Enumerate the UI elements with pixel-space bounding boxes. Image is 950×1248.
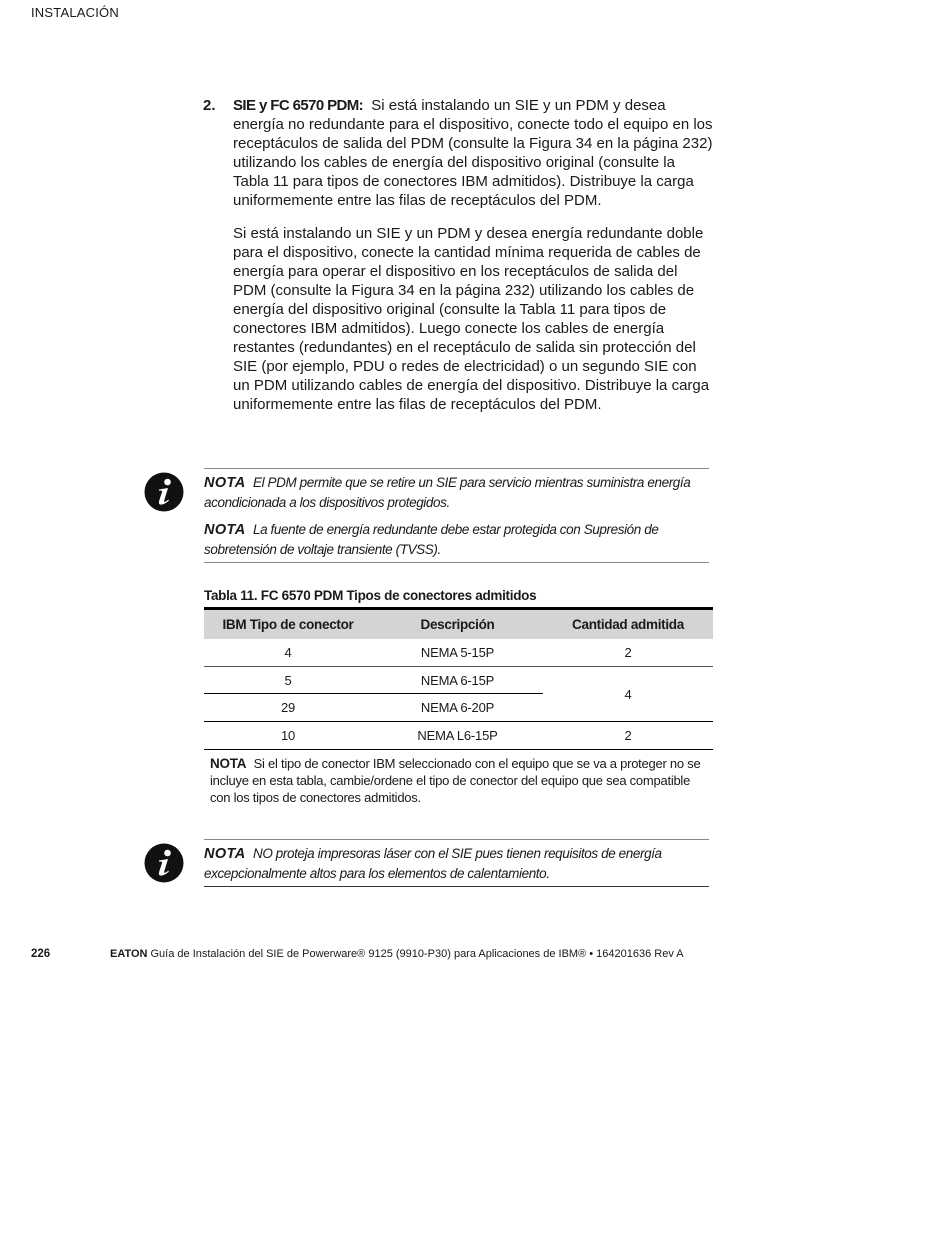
note-3 <box>204 844 709 883</box>
table-note <box>204 749 713 806</box>
table-cell: 4 <box>624 686 632 702</box>
table-header-cell: Descripción <box>420 617 495 632</box>
note-label: NOTA <box>204 475 246 491</box>
note-2 <box>204 520 709 559</box>
table-cell: 29 <box>280 700 296 715</box>
step-2 <box>203 96 713 428</box>
table-cell: 5 <box>284 672 292 688</box>
table-body <box>204 639 713 749</box>
step-paragraph-2: Si está instalando un SIE y un PDM y desea energía redundante doble para el dispositivo, conecte la cantidad mínima requerida de cables de energía para operar el dispositivo en los receptáculos de salida del PDM (consulte la Figura 34 en la página 232) utilizando los cables de energía del dispositivo original (consulte la Tabla 11 para tipos de conectores IBM admitidos). Luego conecte los cables de energía restantes (redundantes) en el receptáculo de salida sin protección del SIE (por ejemplo, PDU o redes de electricidad) o un segundo SIE con un PDM utilizando cables de energía del dispositivo. Distribuye la carga uniformemente entre las filas de receptáculos del PDM. <box>233 225 710 413</box>
step-title: SIE y FC 6570 PDM: <box>233 97 364 114</box>
info-icon <box>144 843 184 883</box>
note-label: NOTA <box>204 846 246 862</box>
table-cell: NEMA 5-15P <box>420 645 495 660</box>
table-cell: NEMA 6-15P <box>420 672 495 688</box>
table-cell: 2 <box>624 645 632 660</box>
table-header-cell: Cantidad admitida <box>572 617 684 632</box>
step-paragraph-1 <box>233 96 713 210</box>
section-header: INSTALACIÓN <box>31 5 119 20</box>
table-divider <box>204 666 713 667</box>
page-number: 226 <box>31 948 51 960</box>
table-cell: 10 <box>280 728 296 743</box>
table-cell: 2 <box>624 728 632 743</box>
table-cell: NEMA 6-20P <box>420 700 495 715</box>
connector-table <box>204 607 713 806</box>
note-label: NOTA <box>204 522 246 538</box>
table-header-row <box>204 610 713 639</box>
table-divider <box>204 721 713 722</box>
table-cell: 4 <box>284 645 292 660</box>
footer-text: Guía de Instalación del SIE de Powerware® 9125 (9910-P30) para Aplicaciones de IBM® • 164201636 Rev A <box>150 948 684 960</box>
info-icon <box>144 472 184 512</box>
table-cell: NEMA L6-15P <box>417 728 498 743</box>
table-caption: Tabla 11. FC 6570 PDM Tipos de conectores admitidos <box>204 588 537 603</box>
footer-brand: EATON <box>110 948 148 960</box>
table-note-text: Si el tipo de conector IBM seleccionado con el equipo que se va a proteger no se incluye en esta tabla, cambie/ordene el tipo de conector del equipo que sea compatible con los tipos de conectores admitidos. <box>210 756 701 805</box>
step-body <box>233 96 713 414</box>
note-text: NO proteja impresoras láser con el SIE pues tienen requisitos de energía excepcionalmente altos para los elementos de calentamiento. <box>204 846 662 881</box>
table-divider <box>204 693 543 694</box>
note-text: El PDM permite que se retire un SIE para servicio mientras suministra energía acondicionada a los dispositivos protegidos. <box>204 475 691 510</box>
step-p1-text: Si está instalando un SIE y un PDM y desea energía no redundante para el dispositivo, conecte todo el equipo en los receptáculos de salida del PDM (consulte la Figura 34 en la página 232) utilizando los cables de energía del dispositivo original (consulte la Tabla 11 para tipos de conectores IBM admitidos). Distribuye la carga uniformemente entre las filas de receptáculos del PDM. <box>233 97 713 209</box>
note-box-bottom <box>204 839 709 887</box>
step-number: 2. <box>203 97 216 114</box>
note-text: La fuente de energía redundante debe estar protegida con Supresión de sobretensión de voltaje transiente (TVSS). <box>204 522 659 557</box>
footer <box>110 948 684 960</box>
table-note-label: NOTA <box>210 756 247 771</box>
note-1 <box>204 473 709 512</box>
note-box-top <box>204 468 709 563</box>
table-header-cell: IBM Tipo de conector <box>222 617 354 632</box>
